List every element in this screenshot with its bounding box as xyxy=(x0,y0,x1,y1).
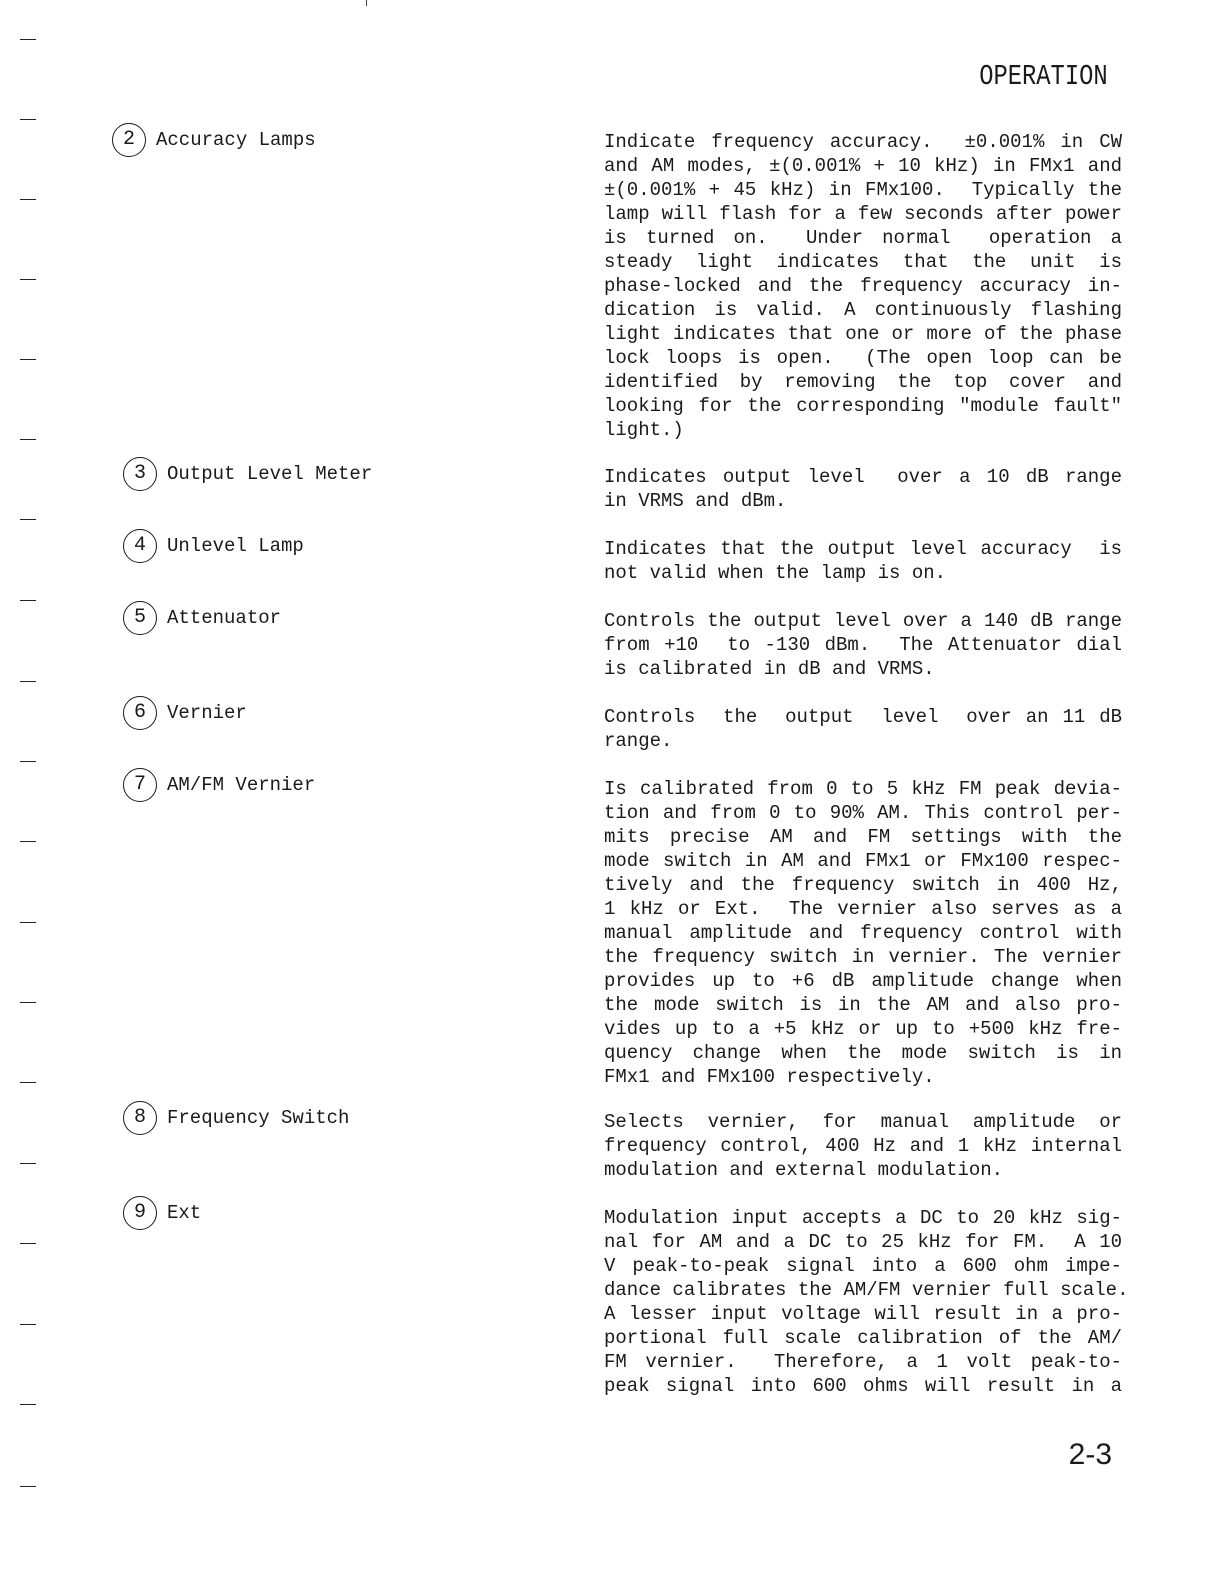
description-line: steady light indicates that the unit is xyxy=(604,251,1122,273)
description-line: Modulation input accepts a DC to 20 kHz sig- xyxy=(604,1207,1122,1229)
description-line: tion and from 0 to 90% AM. This control per- xyxy=(604,802,1122,824)
scan-mark xyxy=(366,0,369,6)
item-description-attenuator xyxy=(604,609,1122,681)
margin-tick xyxy=(20,199,36,200)
description-line: Selects vernier, for manual amplitude or xyxy=(604,1111,1122,1133)
item-number-circle: 6 xyxy=(123,696,157,730)
item-description-unlevel-lamp xyxy=(604,537,1122,585)
description-line: and AM modes, ±(0.001% + 10 kHz) in FMx1 and xyxy=(604,155,1122,177)
item-number-circle: 3 xyxy=(123,457,157,491)
item-label-output-level-meter xyxy=(123,457,372,491)
description-line: FM vernier. Therefore, a 1 volt peak-to- xyxy=(604,1351,1122,1373)
description-line: 1 kHz or Ext. The vernier also serves as a xyxy=(604,898,1122,920)
item-number-circle: 9 xyxy=(123,1196,157,1230)
margin-tick xyxy=(20,600,36,601)
margin-tick xyxy=(20,922,36,923)
item-label-vernier xyxy=(123,696,247,730)
description-line: FMx1 and FMx100 respectively. xyxy=(604,1066,935,1088)
description-line: quency change when the mode switch is in xyxy=(604,1042,1122,1064)
description-line: the frequency switch in vernier. The vernier xyxy=(604,946,1122,968)
description-line: looking for the corresponding "module fault" xyxy=(604,395,1122,417)
item-label-attenuator xyxy=(123,601,281,635)
description-line: dance calibrates the AM/FM vernier full scale. xyxy=(604,1279,1129,1301)
description-line: the mode switch is in the AM and also pro- xyxy=(604,994,1122,1016)
description-line: not valid when the lamp is on. xyxy=(604,562,947,584)
margin-tick xyxy=(20,1324,36,1325)
description-line: V peak-to-peak signal into a 600 ohm impe- xyxy=(604,1255,1122,1277)
item-title: AM/FM Vernier xyxy=(167,774,316,796)
margin-tick xyxy=(20,39,36,40)
description-line: identified by removing the top cover and xyxy=(604,371,1122,393)
margin-tick xyxy=(20,359,36,360)
margin-tick xyxy=(20,519,36,520)
item-label-accuracy-lamps xyxy=(112,123,316,157)
description-line: Controls the output level over an 11 dB xyxy=(604,706,1122,728)
item-number-circle: 5 xyxy=(123,601,157,635)
description-line: Controls the output level over a 140 dB range xyxy=(604,610,1122,632)
description-line: provides up to +6 dB amplitude change when xyxy=(604,970,1122,992)
item-title: Attenuator xyxy=(167,607,282,629)
item-description-accuracy-lamps xyxy=(604,130,1122,442)
description-line: vides up to a +5 kHz or up to +500 kHz fre- xyxy=(604,1018,1122,1040)
item-number-circle: 2 xyxy=(112,123,146,157)
description-line: mits precise AM and FM settings with the xyxy=(604,826,1122,848)
description-line: is calibrated in dB and VRMS. xyxy=(604,658,935,680)
description-line: Indicates output level over a 10 dB range xyxy=(604,466,1122,488)
description-line: lamp will flash for a few seconds after power xyxy=(604,203,1122,225)
margin-tick xyxy=(20,1002,36,1003)
item-number-circle: 7 xyxy=(123,768,157,802)
description-line: ±(0.001% + 45 kHz) in FMx100. Typically the xyxy=(604,179,1122,201)
item-description-vernier xyxy=(604,705,1122,753)
item-label-frequency-switch xyxy=(123,1101,349,1135)
margin-tick xyxy=(20,761,36,762)
item-description-frequency-switch xyxy=(604,1110,1122,1182)
description-line: dication is valid. A continuously flashing xyxy=(604,299,1122,321)
item-title: Accuracy Lamps xyxy=(156,129,316,151)
margin-tick xyxy=(20,1163,36,1164)
margin-tick xyxy=(20,119,36,120)
margin-tick xyxy=(20,1486,36,1487)
margin-tick xyxy=(20,279,36,280)
margin-tick xyxy=(20,1082,36,1083)
item-label-unlevel-lamp xyxy=(123,529,304,563)
description-line: lock loops is open. (The open loop can be xyxy=(604,347,1122,369)
description-line: peak signal into 600 ohms will result in a xyxy=(604,1375,1122,1397)
margin-tick xyxy=(20,1243,36,1244)
description-line: in VRMS and dBm. xyxy=(604,490,787,512)
description-line: nal for AM and a DC to 25 kHz for FM. A 10 xyxy=(604,1231,1122,1253)
description-line: is turned on. Under normal operation a xyxy=(604,227,1122,249)
item-description-am-fm-vernier xyxy=(604,777,1122,1089)
description-line: Indicate frequency accuracy. ±0.001% in CW xyxy=(604,131,1122,153)
item-description-ext xyxy=(604,1206,1129,1398)
item-title: Ext xyxy=(167,1202,202,1224)
item-title: Output Level Meter xyxy=(167,463,373,485)
item-label-am-fm-vernier xyxy=(123,768,315,802)
description-line: A lesser input voltage will result in a pro- xyxy=(604,1303,1122,1325)
page-number: 2-3 xyxy=(1068,1438,1112,1471)
description-line: modulation and external modulation. xyxy=(604,1159,1004,1181)
margin-tick xyxy=(20,1404,36,1405)
description-line: Indicates that the output level accuracy is xyxy=(604,538,1122,560)
margin-tick xyxy=(20,841,36,842)
margin-tick xyxy=(20,439,36,440)
item-description-output-level-meter xyxy=(604,465,1122,513)
description-line: Is calibrated from 0 to 5 kHz FM peak devia- xyxy=(604,778,1122,800)
description-line: portional full scale calibration of the AM/ xyxy=(604,1327,1122,1349)
item-label-ext xyxy=(123,1196,201,1230)
margin-tick xyxy=(20,681,36,682)
description-line: phase-locked and the frequency accuracy in- xyxy=(604,275,1122,297)
description-line: manual amplitude and frequency control with xyxy=(604,922,1122,944)
section-header: OPERATION xyxy=(979,60,1108,93)
description-line: light.) xyxy=(604,419,684,441)
description-line: range. xyxy=(604,730,673,752)
description-line: frequency control, 400 Hz and 1 kHz internal xyxy=(604,1135,1122,1157)
item-number-circle: 4 xyxy=(123,529,157,563)
description-line: tively and the frequency switch in 400 Hz, xyxy=(604,874,1122,896)
item-title: Frequency Switch xyxy=(167,1107,350,1129)
item-number-circle: 8 xyxy=(123,1101,157,1135)
description-line: mode switch in AM and FMx1 or FMx100 respec- xyxy=(604,850,1122,872)
item-title: Vernier xyxy=(167,702,247,724)
description-line: light indicates that one or more of the phase xyxy=(604,323,1122,345)
description-line: from +10 to -130 dBm. The Attenuator dial xyxy=(604,634,1122,656)
item-title: Unlevel Lamp xyxy=(167,535,304,557)
